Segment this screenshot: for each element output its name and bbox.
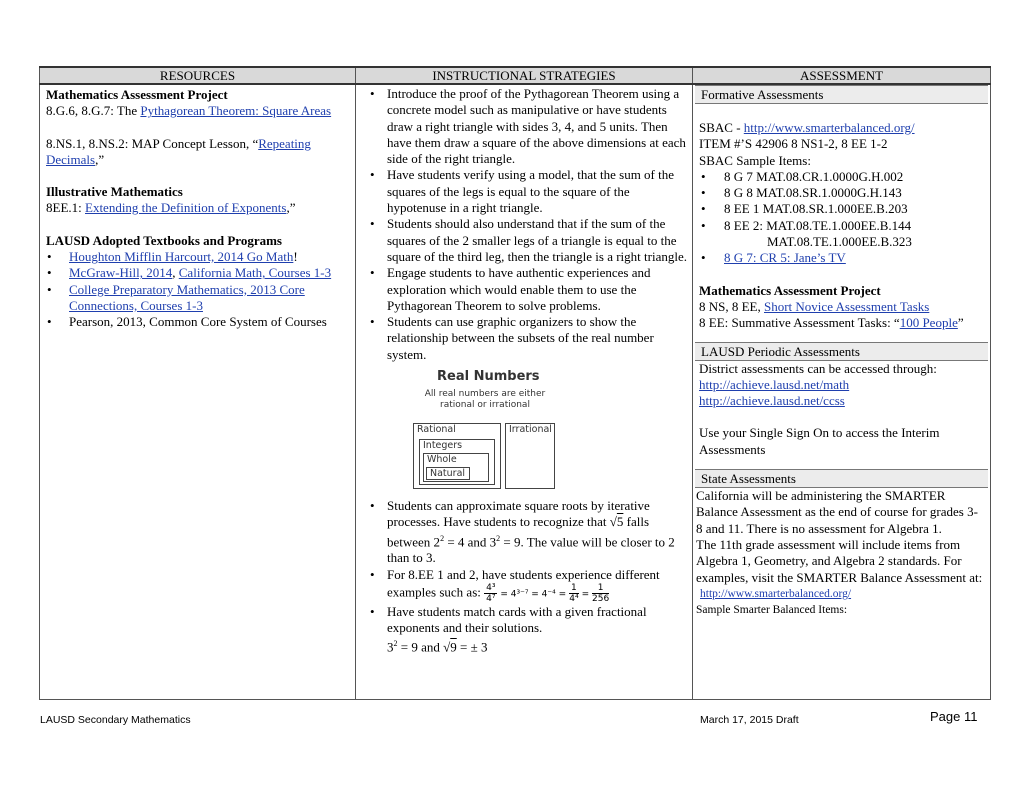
- strategy-item: • Have students verify using a model, that the sum of the squares of the legs is equal to the square of the hypotenuse in a right triangle.: [362, 167, 688, 216]
- strategy-item: • Students should also understand that if the sum of the squares of the 2 smaller legs of a triangle is equal to the square of the third leg, then the triangle is a right triangle.: [362, 216, 688, 265]
- strategy-item: • For 8.EE 1 and 2, have students experience different examples such as: $\frac{\text{4³}}{\text{4⁷}}$ = 4³⁻⁷ = 4⁻⁴ = $\frac{1}{\text{4⁴}}$ = $\frac{1}{256}$: [362, 567, 688, 604]
- strategy-item: • Students can approximate square roots by iterative processes. Have students to recognize that √5 falls between $2^2 = 4$ and $3^2 = 9$. The value will be closer to 2 than to 3.: [362, 498, 688, 567]
- link-smarterbalanced[interactable]: http://www.smarterbalanced.org/: [743, 120, 915, 135]
- footer-left: LAUSD Secondary Mathematics: [40, 714, 191, 726]
- assess-map-title: Mathematics Assessment Project: [699, 282, 881, 298]
- strategy-item: • Engage students to have authentic experiences and exploration which would enable them to use the Pythagorean Theorem to solve problems.: [362, 265, 688, 314]
- im-title: Illustrative Mathematics: [46, 184, 183, 200]
- diagram-title: Real Numbers: [437, 369, 540, 385]
- footer-date: March 17, 2015 Draft: [700, 714, 799, 726]
- diagram-subtitle: All real numbers are either rational or irrational: [424, 389, 546, 411]
- map-title: Mathematics Assessment Project: [46, 87, 228, 102]
- link-100-people[interactable]: 100 People: [899, 315, 958, 331]
- whole-box: Whole: [423, 453, 489, 482]
- link-repeating-decimals[interactable]: Repeating Decimals: [46, 135, 311, 167]
- link-smarterbalanced-state[interactable]: http://www.smarterbalanced.org/: [700, 587, 852, 600]
- list-item: • 8 EE 2: MAT.08.TE.1.000EE.B.144: [699, 218, 984, 234]
- strategy-item: • Students can use graphic organizers to show the relationship between the subsets of the real number system.: [362, 314, 688, 363]
- list-item: • Houghton Mifflin Harcourt, 2014 Go Math!: [46, 249, 351, 265]
- page-number: Page 11: [930, 709, 978, 724]
- link-pythagorean-square-areas[interactable]: Pythagorean Theorem: Square Areas: [140, 103, 332, 119]
- list-item: [46, 282, 351, 315]
- link-janes-tv[interactable]: 8 G 7: CR 5: Jane’s TV: [724, 250, 846, 266]
- formative-header: Formative Assessments: [695, 85, 988, 104]
- match-equation: $3^2 = 9$ and √9 = ± 3: [387, 639, 488, 655]
- list-item: • 8 G 7 MAT.08.CR.1.0000G.H.002: [699, 169, 984, 185]
- header-resources: RESOURCES: [40, 67, 356, 84]
- rational-box: Rational: [413, 423, 501, 489]
- list-item: • 8 EE 1 MAT.08.SR.1.000EE.B.203: [699, 201, 984, 217]
- exponent-fraction: $\frac{\text{4³}}{\text{4⁷}}$: [486, 582, 496, 604]
- lausd-title: LAUSD Adopted Textbooks and Programs: [46, 232, 282, 248]
- curriculum-table: [39, 66, 991, 700]
- textbook-list: [46, 249, 351, 330]
- list-item: • Pearson, 2013, Common Core System of Courses: [46, 314, 351, 330]
- list-item: • 8 G 8 MAT.08.SR.1.0000G.H.143: [699, 185, 984, 201]
- strategy-item: • Have students match cards with a given fractional exponents and their solutions.: [362, 604, 688, 637]
- assessment-column: Formative Assessments SBAC - http://www.smarterbalanced.org/ ITEM #’S 42906 8 NS1-2, 8 EE 1-2 SBAC Sample Items: • 8 G 7 MAT.08.CR.1.0000G.H.002 • 8 G 8 MAT.08.SR.1.0000G.H.143 • 8 EE 1 MAT.08.SR.1.000EE.B.203 • 8 EE 2: MAT.08.TE.1.000EE.B.144 MAT.08.TE.1.000EE.B.323 • 8 G 7: CR 5: Jane’s TV Mathematics Assessment Project 8 NS, 8 EE, Short Novice Assessment Tasks 8 EE: Summative Assessment Tasks: “100 People” LAUSD Periodic Assessments District assessments can be accessed through: http://achieve.lausd.net/math http://achieve.lausd.net/ccss Use your Single Sign On to access the Interim Assessments State Assessments California will be administering the SMARTER Balance Assessment as the end of course for grades 3-8 and 11. There is no assessment for Algebra 1. The 11th grade assessment will include items from Algebra 1, Geometry, and Algebra 2 standards. For examples, visit the SMARTER Balance Assessment at: http://www.smarterbalanced.org/ Sample Smarter Balanced Items:: [693, 84, 991, 700]
- link-california-math[interactable]: California Math, Courses 1-3: [178, 265, 332, 281]
- strategies-column: [356, 84, 693, 700]
- real-numbers-diagram: [407, 367, 557, 492]
- natural-box: Natural: [426, 467, 470, 480]
- header-assessment: ASSESSMENT: [693, 67, 991, 84]
- link-mcgraw-hill[interactable]: McGraw-Hill, 2014: [69, 265, 173, 281]
- sbac-items-list: • 8 G 7 MAT.08.CR.1.0000G.H.002 • 8 G 8 MAT.08.SR.1.0000G.H.143 • 8 EE 1 MAT.08.SR.1.000EE.B.203 • 8 EE 2: MAT.08.TE.1.000EE.B.144 MAT.08.TE.1.000EE.B.323 • 8 G 7: CR 5: Jane’s TV: [699, 169, 984, 267]
- link-short-novice[interactable]: Short Novice Assessment Tasks: [764, 298, 930, 314]
- state-header: State Assessments: [695, 469, 988, 488]
- link-achieve-math[interactable]: http://achieve.lausd.net/math: [699, 376, 850, 392]
- link-go-math[interactable]: Houghton Mifflin Harcourt, 2014 Go Math: [69, 249, 294, 265]
- irrational-box: Irrational: [505, 423, 555, 489]
- header-row: [40, 67, 991, 84]
- strategy-item: • Introduce the proof of the Pythagorean Theorem using a concrete model such as manipulative or have students draw a right triangle with sides 3, 4, and 5 units. Then have them draw a square of the above dimensions at each side of the right triangle.: [362, 86, 688, 167]
- link-cpm[interactable]: College Preparatory Mathematics, 2013 Core Connections, Courses 1-3: [69, 281, 305, 313]
- periodic-header: LAUSD Periodic Assessments: [695, 342, 988, 361]
- link-achieve-ccss[interactable]: http://achieve.lausd.net/ccss: [699, 393, 845, 409]
- list-item: [699, 250, 984, 266]
- header-strategies: INSTRUCTIONAL STRATEGIES: [356, 67, 693, 84]
- link-extending-exponents[interactable]: Extending the Definition of Exponents: [85, 200, 287, 216]
- integers-box: Integers: [419, 439, 495, 485]
- list-item: • McGraw-Hill, 2014, California Math, Courses 1-3: [46, 265, 351, 281]
- resources-column: Mathematics Assessment Project 8.G.6, 8.G.7: The Pythagorean Theorem: Square Areas 8.NS.1, 8.NS.2: MAP Concept Lesson, “Repeating Decimals,” Illustrative Mathematics 8EE.1: Extending the Definition of Exponents,” LAUSD Adopted Textbooks and Programs • Houghton Mifflin Harcourt, 2014 Go Math! • McGraw-Hill, 2014, California Math, Courses 1-3 • College Preparatory Mathematics, 2013 Core Connections, Courses 1-3 • Pearson, 2013, Common Core System of Courses: [40, 84, 356, 700]
